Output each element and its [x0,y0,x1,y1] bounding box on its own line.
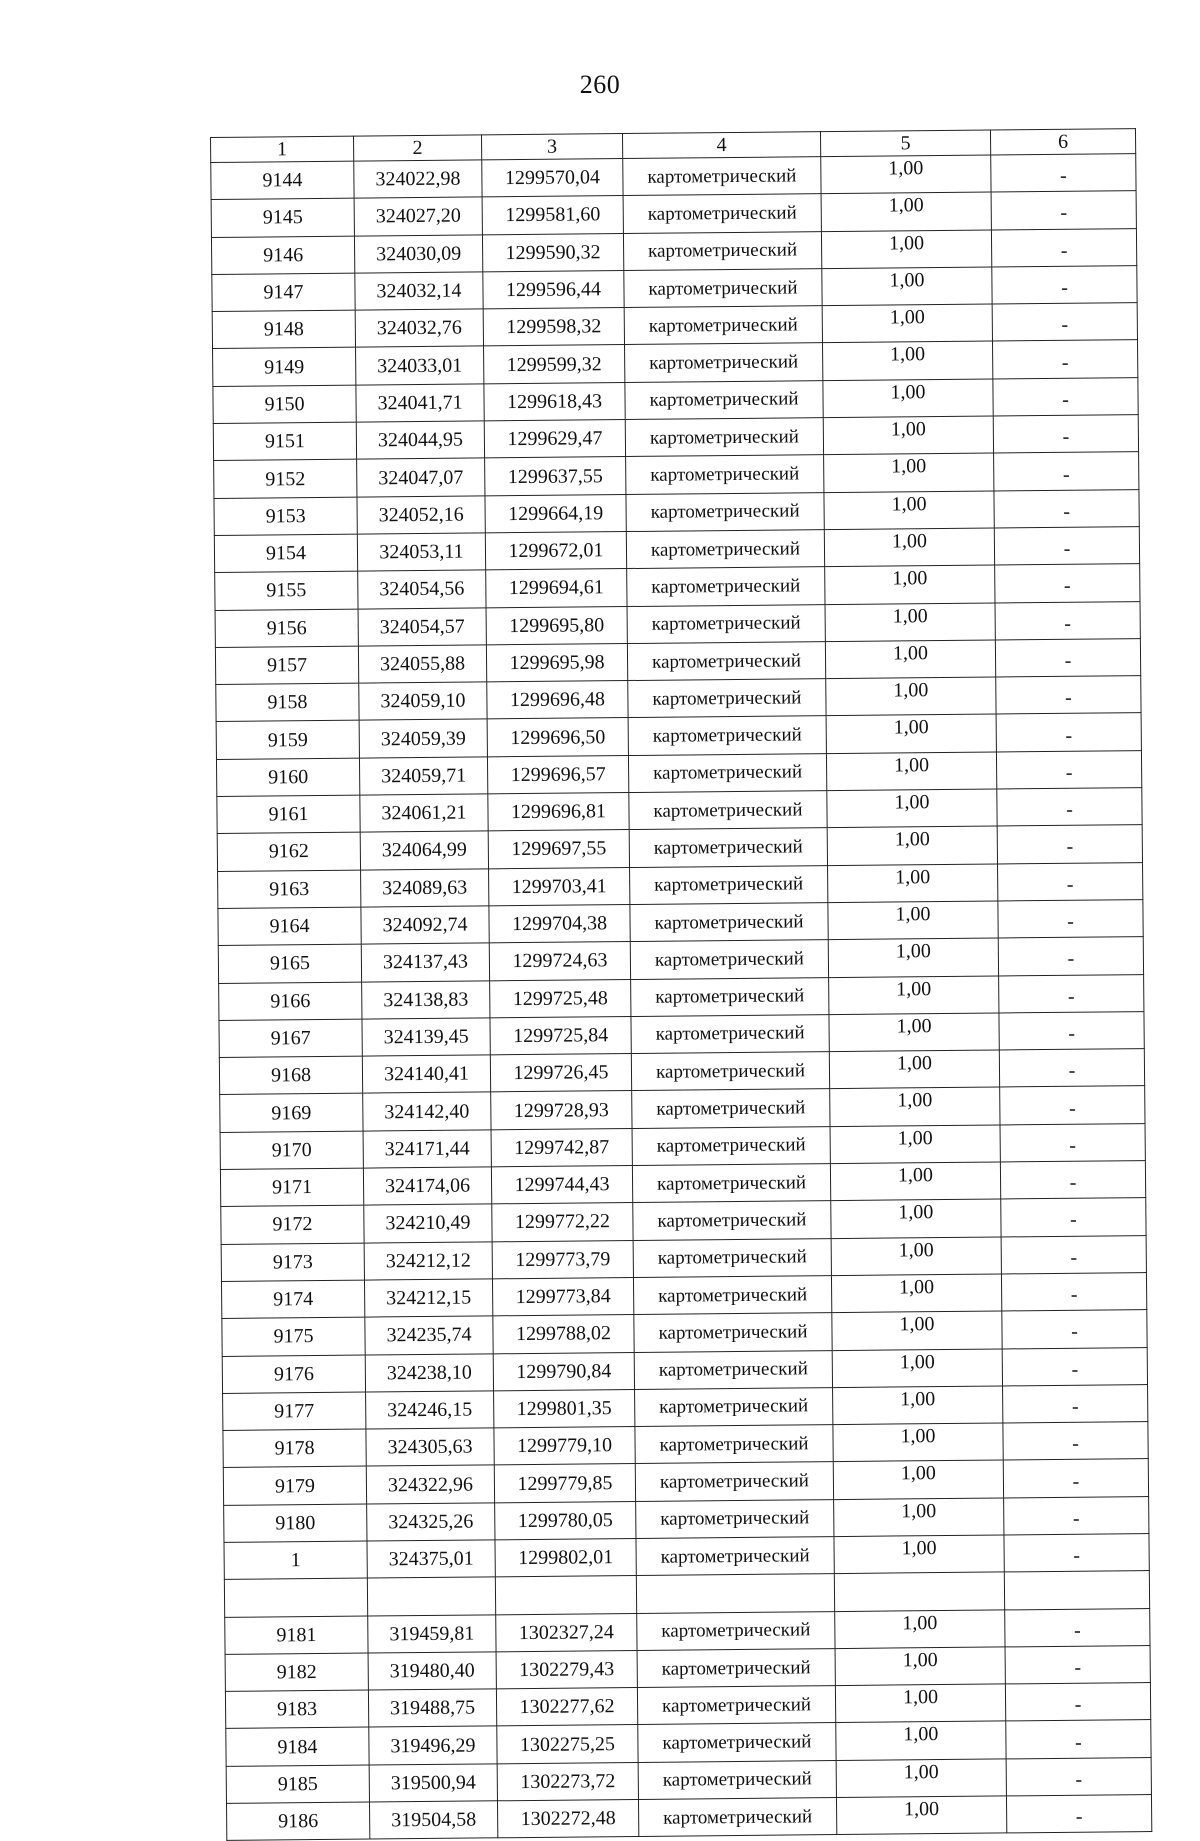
point-number-cell: 9184 [226,1728,369,1767]
x-coordinate-cell: 319459,81 [368,1614,496,1653]
description-cell [1004,1571,1149,1610]
method-cell: картометрический [637,1686,835,1725]
accuracy-cell: 1,00 [827,826,997,865]
point-number-cell: 9169 [220,1094,363,1133]
y-coordinate-cell: 1299694,61 [486,569,627,608]
accuracy-cell: 1,00 [829,1013,999,1052]
accuracy-cell: 1,00 [830,1162,1000,1201]
description-cell: - [995,638,1140,677]
point-number-cell: 1 [224,1541,367,1580]
x-coordinate-cell: 324142,40 [363,1092,491,1131]
x-coordinate-cell: 324139,45 [362,1018,490,1057]
point-number-cell: 9180 [224,1504,367,1543]
y-coordinate-cell: 1299728,93 [491,1091,632,1130]
point-number-cell: 9171 [220,1168,363,1207]
point-number-cell: 9146 [211,236,354,275]
y-coordinate-cell: 1299570,04 [482,159,623,198]
column-header: 5 [820,130,990,157]
description-cell: - [992,303,1137,342]
description-cell: - [1005,1683,1150,1722]
y-coordinate-cell: 1299744,43 [491,1166,632,1205]
point-number-cell: 9156 [215,609,358,648]
x-coordinate-cell: 324174,06 [363,1167,491,1206]
point-number-cell: 9160 [216,758,359,797]
method-cell: картометрический [627,604,825,643]
accuracy-cell: 1,00 [825,640,995,679]
y-coordinate-cell: 1299772,22 [492,1203,633,1242]
method-cell: картометрический [634,1350,832,1389]
method-cell: картометрический [624,269,822,308]
description-cell: - [1005,1645,1150,1684]
x-coordinate-cell: 324138,83 [362,980,490,1019]
accuracy-cell: 1,00 [825,603,995,642]
y-coordinate-cell: 1299696,48 [487,681,628,720]
point-number-cell: 9144 [211,161,354,200]
y-coordinate-cell: 1302279,43 [496,1650,637,1689]
method-cell: картометрический [638,1798,836,1837]
x-coordinate-cell: 319504,58 [369,1801,497,1840]
description-cell: - [998,937,1143,976]
description-cell: - [1003,1384,1148,1423]
table-body [211,154,1152,1841]
point-number-cell: 9183 [225,1690,368,1729]
method-cell: картометрический [631,1014,829,1053]
x-coordinate-cell: 324053,11 [357,533,485,572]
column-header: 2 [353,135,481,161]
x-coordinate-cell: 324032,14 [355,272,483,311]
method-cell: картометрический [630,903,828,942]
x-coordinate-cell [367,1577,495,1616]
point-number-cell [224,1578,367,1617]
accuracy-cell: 1,00 [828,938,998,977]
method-cell: картометрический [630,865,828,904]
point-number-cell: 9179 [223,1466,366,1505]
accuracy-cell: 1,00 [828,901,998,940]
description-cell: - [996,676,1141,715]
description-cell: - [997,825,1142,864]
description-cell: - [1005,1608,1150,1647]
method-cell: картометрический [635,1425,833,1464]
point-number-cell: 9165 [218,944,361,983]
y-coordinate-cell: 1299599,32 [484,345,625,384]
y-coordinate-cell: 1299726,45 [490,1054,631,1093]
description-cell: - [994,489,1139,528]
accuracy-cell: 1,00 [823,416,993,455]
point-number-cell: 9163 [218,870,361,909]
accuracy-cell: 1,00 [821,155,991,194]
x-coordinate-cell: 324059,71 [359,757,487,796]
point-number-cell: 9145 [211,198,354,237]
y-coordinate-cell: 1299696,50 [487,718,628,757]
description-cell: - [992,266,1137,305]
accuracy-cell [834,1572,1004,1611]
description-cell: - [1004,1534,1149,1573]
point-number-cell: 9181 [225,1616,368,1655]
method-cell: картометрический [637,1648,835,1687]
x-coordinate-cell: 324137,43 [361,943,489,982]
accuracy-cell: 1,00 [836,1796,1006,1835]
point-number-cell: 9161 [217,795,360,834]
description-cell: - [996,750,1141,789]
method-cell: картометрический [631,1052,829,1091]
method-cell: картометрический [629,828,827,867]
y-coordinate-cell: 1299695,80 [486,606,627,645]
x-coordinate-cell: 324305,63 [366,1428,494,1467]
y-coordinate-cell: 1299724,63 [489,942,630,981]
point-number-cell: 9153 [214,497,357,536]
method-cell: картометрический [625,343,823,382]
y-coordinate-cell: 1299590,32 [482,233,623,272]
description-cell: - [1004,1496,1149,1535]
x-coordinate-cell: 324032,76 [355,309,483,348]
method-cell: картометрический [635,1387,833,1426]
description-cell: - [1002,1347,1147,1386]
y-coordinate-cell: 1299725,84 [490,1016,631,1055]
x-coordinate-cell: 324235,74 [365,1316,493,1355]
point-number-cell: 9158 [216,683,359,722]
method-cell: картометрический [628,753,826,792]
description-cell: - [1002,1310,1147,1349]
description-cell: - [999,1011,1144,1050]
y-coordinate-cell: 1299742,87 [491,1128,632,1167]
description-cell: - [1001,1198,1146,1237]
page-number: 260 [579,70,621,99]
accuracy-cell: 1,00 [821,230,991,269]
accuracy-cell: 1,00 [823,379,993,418]
y-coordinate-cell: 1299596,44 [483,270,624,309]
column-header: 3 [481,134,622,160]
point-number-cell: 9173 [221,1243,364,1282]
accuracy-cell: 1,00 [831,1274,1001,1313]
method-cell: картометрический [631,977,829,1016]
description-cell: - [1000,1123,1145,1162]
description-cell: - [998,862,1143,901]
point-number-cell: 9174 [221,1280,364,1319]
method-cell [636,1574,834,1613]
description-cell: - [993,377,1138,416]
y-coordinate-cell: 1299695,98 [486,643,627,682]
y-coordinate-cell: 1299581,60 [482,196,623,235]
accuracy-cell: 1,00 [834,1535,1004,1574]
y-coordinate-cell: 1299788,02 [493,1315,634,1354]
method-cell: картометрический [628,716,826,755]
point-number-cell: 9162 [217,832,360,871]
point-number-cell: 9178 [223,1429,366,1468]
point-number-cell: 9155 [215,571,358,610]
description-cell: - [1006,1795,1151,1834]
point-number-cell: 9176 [222,1355,365,1394]
accuracy-cell: 1,00 [834,1498,1004,1537]
accuracy-cell: 1,00 [835,1610,1005,1649]
accuracy-cell: 1,00 [826,677,996,716]
method-cell: картометрический [625,418,823,457]
method-cell: картометрический [626,455,824,494]
method-cell: картометрический [624,306,822,345]
description-cell: - [1006,1720,1151,1759]
y-coordinate-cell: 1302327,24 [496,1613,637,1652]
method-cell: картометрический [633,1201,831,1240]
accuracy-cell: 1,00 [826,752,996,791]
accuracy-cell: 1,00 [824,528,994,567]
y-coordinate-cell: 1299672,01 [485,531,626,570]
y-coordinate-cell: 1299703,41 [489,867,630,906]
point-number-cell: 9175 [222,1317,365,1356]
y-coordinate-cell: 1299790,84 [493,1352,634,1391]
x-coordinate-cell: 324238,10 [365,1353,493,1392]
method-cell: картометрический [623,231,821,270]
point-number-cell: 9150 [213,385,356,424]
x-coordinate-cell: 324030,09 [354,234,482,273]
description-cell: - [1001,1235,1146,1274]
x-coordinate-cell: 324052,16 [357,496,485,535]
point-number-cell: 9185 [226,1765,369,1804]
accuracy-cell: 1,00 [831,1199,1001,1238]
accuracy-cell: 1,00 [832,1311,1002,1350]
y-coordinate-cell: 1299773,79 [492,1240,633,1279]
point-number-cell: 9172 [221,1205,364,1244]
point-number-cell: 9159 [216,721,359,760]
accuracy-cell: 1,00 [829,1050,999,1089]
x-coordinate-cell: 319488,75 [368,1689,496,1728]
y-coordinate-cell: 1302273,72 [497,1762,638,1801]
point-number-cell: 9164 [218,907,361,946]
method-cell: картометрический [637,1611,835,1650]
description-cell: - [998,900,1143,939]
accuracy-cell: 1,00 [821,192,991,231]
y-coordinate-cell: 1299598,32 [483,308,624,347]
description-cell: - [991,191,1136,230]
method-cell: картометрический [638,1723,836,1762]
method-cell: картометрический [626,492,824,531]
y-coordinate-cell: 1299697,55 [488,830,629,869]
accuracy-cell: 1,00 [836,1721,1006,1760]
y-coordinate-cell: 1299629,47 [484,420,625,459]
coordinates-table [210,128,1152,1841]
x-coordinate-cell: 319496,29 [369,1726,497,1765]
point-number-cell: 9186 [226,1802,369,1841]
accuracy-cell: 1,00 [825,565,995,604]
x-coordinate-cell: 324064,99 [360,831,488,870]
point-number-cell: 9170 [220,1131,363,1170]
method-cell: картометрический [628,679,826,718]
x-coordinate-cell: 324044,95 [356,421,484,460]
accuracy-cell: 1,00 [835,1684,1005,1723]
x-coordinate-cell: 324054,57 [358,607,486,646]
description-cell: - [1003,1459,1148,1498]
description-cell: - [1001,1272,1146,1311]
accuracy-cell: 1,00 [822,304,992,343]
point-number-cell: 9154 [214,534,357,573]
x-coordinate-cell: 324059,10 [359,682,487,721]
x-coordinate-cell: 324022,98 [354,160,482,199]
x-coordinate-cell: 324059,39 [359,719,487,758]
accuracy-cell: 1,00 [833,1386,1003,1425]
y-coordinate-cell: 1299637,55 [485,457,626,496]
method-cell: картометрический [623,157,821,196]
x-coordinate-cell: 324055,88 [358,645,486,684]
y-coordinate-cell: 1299801,35 [494,1389,635,1428]
x-coordinate-cell: 324047,07 [357,458,485,497]
description-cell: - [991,228,1136,267]
accuracy-cell: 1,00 [836,1759,1006,1798]
x-coordinate-cell: 324322,96 [366,1465,494,1504]
y-coordinate-cell: 1299696,57 [487,755,628,794]
y-coordinate-cell: 1299704,38 [489,904,630,943]
description-cell: - [993,415,1138,454]
column-header: 6 [990,129,1135,155]
y-coordinate-cell: 1299664,19 [485,494,626,533]
accuracy-cell: 1,00 [833,1423,1003,1462]
method-cell: картометрический [627,641,825,680]
description-cell: - [1003,1422,1148,1461]
x-coordinate-cell: 324212,12 [364,1241,492,1280]
method-cell: картометрический [633,1238,831,1277]
accuracy-cell: 1,00 [830,1087,1000,1126]
method-cell: картометрический [626,530,824,569]
x-coordinate-cell: 324061,21 [360,794,488,833]
point-number-cell: 9168 [219,1056,362,1095]
point-number-cell: 9182 [225,1653,368,1692]
x-coordinate-cell: 319480,40 [368,1652,496,1691]
accuracy-cell: 1,00 [824,491,994,530]
x-coordinate-cell: 324325,26 [367,1503,495,1542]
accuracy-cell: 1,00 [824,453,994,492]
x-coordinate-cell: 324027,20 [354,197,482,236]
description-cell: - [995,564,1140,603]
method-cell: картометрический [633,1275,831,1314]
x-coordinate-cell: 324054,56 [358,570,486,609]
x-coordinate-cell: 324210,49 [364,1204,492,1243]
method-cell: картометрический [629,791,827,830]
point-number-cell: 9177 [223,1392,366,1431]
method-cell: картометрический [632,1089,830,1128]
column-header: 4 [622,132,820,159]
point-number-cell: 9148 [212,310,355,349]
description-cell: - [999,974,1144,1013]
accuracy-cell: 1,00 [833,1460,1003,1499]
y-coordinate-cell: 1299618,43 [484,382,625,421]
point-number-cell: 9152 [214,459,357,498]
accuracy-cell: 1,00 [830,1125,1000,1164]
x-coordinate-cell: 324212,15 [364,1279,492,1318]
point-number-cell: 9147 [212,273,355,312]
method-cell: картометрический [635,1462,833,1501]
point-number-cell: 9151 [213,422,356,461]
point-number-cell: 9167 [219,1019,362,1058]
method-cell: картометрический [623,194,821,233]
y-coordinate-cell: 1299696,81 [488,793,629,832]
y-coordinate-cell: 1299802,01 [495,1538,636,1577]
y-coordinate-cell: 1299773,84 [492,1277,633,1316]
description-cell: - [1000,1086,1145,1125]
description-cell: - [995,601,1140,640]
description-cell: - [997,788,1142,827]
point-number-cell: 9157 [215,646,358,685]
method-cell: картометрический [632,1164,830,1203]
accuracy-cell: 1,00 [827,789,997,828]
accuracy-cell: 1,00 [829,976,999,1015]
accuracy-cell: 1,00 [826,714,996,753]
method-cell: картометрический [638,1760,836,1799]
column-header: 1 [211,136,354,162]
description-cell: - [994,452,1139,491]
description-cell: - [992,340,1137,379]
accuracy-cell: 1,00 [835,1647,1005,1686]
x-coordinate-cell: 324171,44 [363,1130,491,1169]
y-coordinate-cell: 1299780,05 [495,1501,636,1540]
y-coordinate-cell: 1299725,48 [490,979,631,1018]
method-cell: картометрический [634,1313,832,1352]
description-cell: - [1000,1161,1145,1200]
x-coordinate-cell: 324140,41 [362,1055,490,1094]
x-coordinate-cell: 324246,15 [366,1391,494,1430]
accuracy-cell: 1,00 [832,1348,1002,1387]
accuracy-cell: 1,00 [822,267,992,306]
point-number-cell: 9166 [219,982,362,1021]
x-coordinate-cell: 324033,01 [356,346,484,385]
method-cell: картометрический [636,1499,834,1538]
y-coordinate-cell: 1299779,10 [494,1427,635,1466]
description-cell: - [999,1049,1144,1088]
y-coordinate-cell: 1302277,62 [496,1688,637,1727]
x-coordinate-cell: 324375,01 [367,1540,495,1579]
description-cell: - [996,713,1141,752]
y-coordinate-cell: 1299779,85 [494,1464,635,1503]
y-coordinate-cell: 1302272,48 [497,1800,638,1839]
accuracy-cell: 1,00 [828,864,998,903]
method-cell: картометрический [630,940,828,979]
method-cell: картометрический [632,1126,830,1165]
method-cell: картометрический [627,567,825,606]
accuracy-cell: 1,00 [823,341,993,380]
y-coordinate-cell [495,1576,636,1615]
method-cell: картометрический [625,380,823,419]
y-coordinate-cell: 1302275,25 [497,1725,638,1764]
description-cell: - [991,154,1136,193]
table-row [226,1795,1151,1841]
method-cell: картометрический [636,1537,834,1576]
x-coordinate-cell: 324092,74 [361,906,489,945]
x-coordinate-cell: 324041,71 [356,384,484,423]
x-coordinate-cell: 319500,94 [369,1764,497,1803]
description-cell: - [994,527,1139,566]
x-coordinate-cell: 324089,63 [361,869,489,908]
point-number-cell: 9149 [213,348,356,387]
description-cell: - [1006,1757,1151,1796]
accuracy-cell: 1,00 [831,1237,1001,1276]
